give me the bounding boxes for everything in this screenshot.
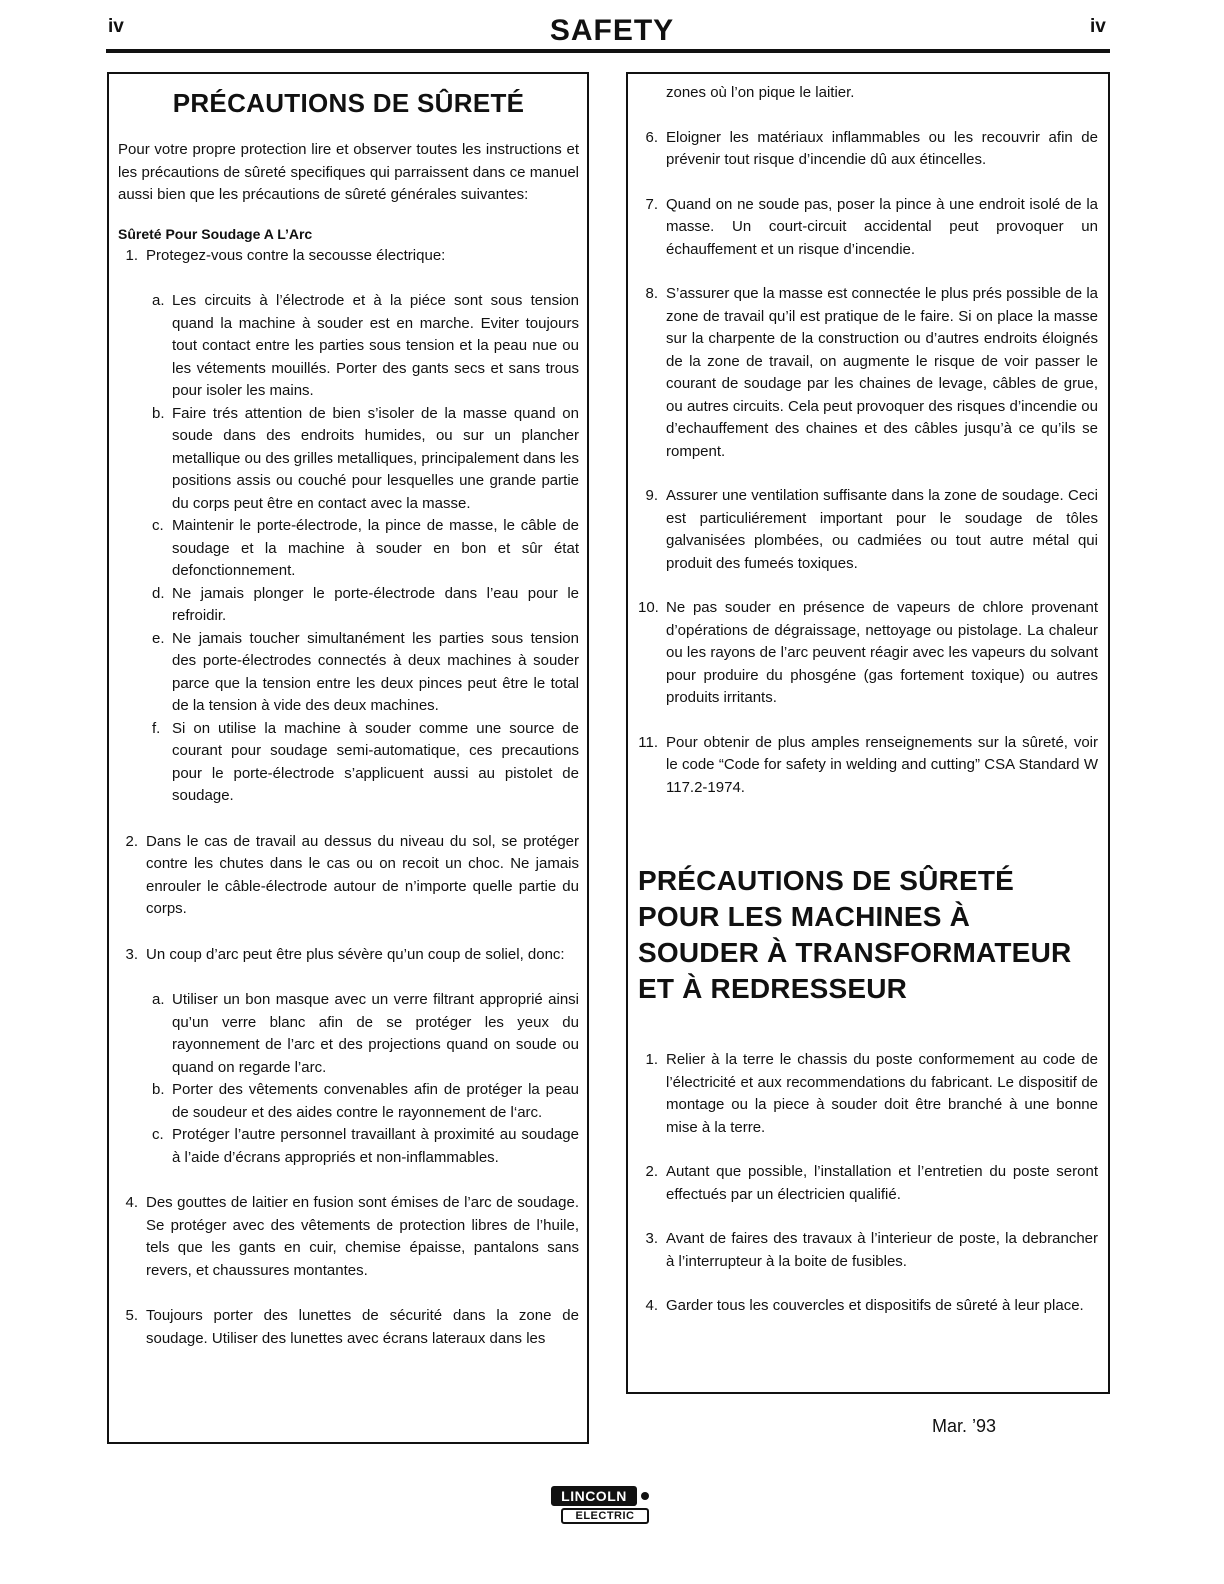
list-item-4: 4. Des gouttes de laitier en fusion sont émises de l’arc de soudage. Se protéger avec des vêtements de protection libres de l’huile, tels que les gants en cuir, chemise épaisse, pantalons sans revers, et chaussures montantes. <box>125 1194 579 1279</box>
left-safety-box <box>107 72 589 1444</box>
list-item-10: 10. Ne pas souder en présence de vapeurs de chlore provenant d’opérations de dégraissage, nettoyage ou pistolage. La chaleur ou les rayons de l’arc peuvent réagir avec les vapeurs du solvant pour produire du phosgéne (gas fortement toxique) ou autres produits irritants. <box>638 599 1098 706</box>
list-item-9: 9. Assurer une ventilation suffisante dans la zone de soudage. Ceci est particuliérement important pour le soudage de tôles galvanisées plombées, ou cadmiées ou tout autre métal qui produit des fumeés toxiques. <box>645 487 1098 572</box>
sub-item-3b: b. Porter des vêtements convenables afin de protéger la peau de soudeur et des aides contre le rayonnement de l‘arc. <box>152 1081 579 1121</box>
sub-item-1e: e. Ne jamais toucher simultanément les parties sous tension des porte-électrodes connectés à deux machines à souder parce que la tension entre les deux pinces peut être le total de la tension à vide des deux machines. <box>152 629 579 714</box>
list-item-7: 7. Quand on ne soude pas, poser la pince à une endroit isolé de la masse. Un court-circuit accidental peut provoquer un échauffement et un risque d’incendie. <box>645 195 1098 258</box>
intro-paragraph: Pour votre propre protection lire et observer toutes les instructions et les précautions de sûreté specifiques qui parraissent dans ce manuel aussi bien que les précautions de sûreté générales suivantes: <box>118 141 579 203</box>
logo-dot-icon <box>641 1492 649 1500</box>
list2-item-2: 2. Autant que possible, l’installation et l’entretien du poste seront effectués par un électricien qualifié. <box>645 1163 1098 1203</box>
item-text: Protegez-vous contre la secousse électrique: <box>146 246 446 264</box>
logo-top-text: LINCOLN <box>551 1486 637 1506</box>
subhead-arc-welding: Sûreté Pour Soudage A L’Arc <box>118 225 313 242</box>
right-safety-box <box>626 72 1110 1394</box>
sub-item-1f: f. Si on utilise la machine à souder comme une source de courant pour soudage semi-automatique, ces precautions pour le porte-électrode s’applicuent aussi au pistolet de soudage. <box>152 719 579 804</box>
sub-item-3c: c. Protéger l’autre personnel travaillant à proximité au soudage à l’aide d’écrans appropriés et non-inflammables. <box>152 1126 579 1166</box>
section-title-transformer: PRÉCAUTIONS DE SÛRETÉ POUR LES MACHINES À SOUDER À TRANSFORMATEUR ET À REDRESSEUR <box>638 865 1072 1004</box>
revision-date: Mar. ’93 <box>932 1416 997 1436</box>
page-title: SAFETY <box>549 14 675 47</box>
list-item-6: 6. Eloigner les matériaux inflammables ou les recouvrir afin de prévenir tout risque d’incendie dû aux étincelles. <box>645 128 1098 168</box>
list-item-1 <box>118 245 579 268</box>
list2-item-1: 1. Relier à la terre le chassis du poste conformement au code de l’électricité et aux recommendations du fabricant. Le dispositif de montage ou la piece à souder doit être branché à une bonne mise à la terre. <box>645 1051 1098 1136</box>
item-number: 1. <box>125 246 138 264</box>
list-item-11: 11. Pour obtenir de plus amples renseignements sur la sûreté, voir le code “Code for safety in welding and cutting” CSA Standard W 117.2-1974. <box>638 733 1098 796</box>
logo-bottom-text: ELECTRIC <box>561 1508 649 1524</box>
header-rule <box>106 49 1110 53</box>
section-title-precautions: PRÉCAUTIONS DE SÛRETÉ <box>172 88 525 118</box>
list2-item-3: 3. Avant de faires des travaux à l’interieur de poste, la debrancher à l’interrupteur à la boite de fusibles. <box>645 1230 1098 1270</box>
sub-item-1d: d. Ne jamais plonger le porte-électrode dans l’eau pour le refroidir. <box>152 584 579 624</box>
sub-item-3a: a. Utiliser un bon masque avec un verre filtrant approprié ainsi qu’un verre blanc afin de se protéger les yeux du rayonnement de l’arc et des projections quand on soude ou quand on regarde l’arc. <box>152 991 579 1076</box>
page-number-left: iv <box>108 16 124 37</box>
sub-item-1c: c. Maintenir le porte-électrode, la pince de masse, le câble de soudage et la machine à souder en bon et sûr état defonctionnement. <box>152 517 579 579</box>
continuation-text: zones où l’on pique le laitier. <box>666 84 855 101</box>
list-item-8: 8. S’assurer que la masse est connectée le plus prés possible de la zone de travail qu’il est pratique de le faire. Si on place la masse sur la charpente de la construction ou d’autres endroits éloignés de la zone de travail, on augmente le risque de voir passer le courant de soudage par les chaines de levage, câbles de grue, ou autres circuits. Cela peut provoquer des risques d’incendie ou d’echauffement des chaines et des câbles jusqu’à ce qu’ils se rompent. <box>645 285 1098 460</box>
sub-item-1a: a. Les circuits à l’électrode et à la piéce sont sous tension quand la machine à souder est en marche. Eviter toujours tout contact entre les parties sous tension et la peau nue ou les vétements mouillés. Porter des gants secs et sans trous pour isoler les mains. <box>152 292 579 399</box>
lincoln-electric-logo <box>551 1486 655 1530</box>
list-item-5: 5. Toujours porter des lunettes de sécurité dans la zone de soudage. Utiliser des lunettes avec écrans lateraux dans les <box>125 1307 579 1347</box>
list2-item-4: 4. Garder tous les couvercles et dispositifs de sûreté à leur place. <box>645 1297 1084 1314</box>
page-number-right: iv <box>1090 16 1106 37</box>
list-item-2: 2. Dans le cas de travail au dessus du niveau du sol, se protéger contre les chutes dans le cas ou on recoit un choc. Ne jamais enrouler le câble-électrode autour de n’importe quelle partie du corps. <box>125 832 579 917</box>
sub-item-1b: b. Faire trés attention de bien s’isoler de la masse quand on soude dans des endroits humides, ou sur un plancher metallique ou des grilles metalliques, principalement dans les positions assis ou couché pour lesquelles une grande partie du corps peut être en contact avec la masse. <box>152 404 579 512</box>
list-item-3: 3. Un coup d’arc peut être plus sévère qu’un coup de soliel, donc: <box>125 945 565 963</box>
